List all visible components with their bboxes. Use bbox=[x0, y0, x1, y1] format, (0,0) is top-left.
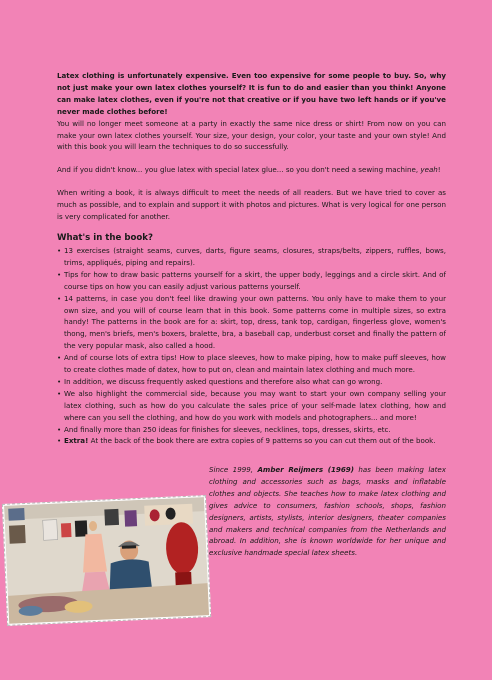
intro-lead: Latex clothing is unfortunately expensive. Even too expensive for some people to buy. So, why not just make your own latex clothes yourself? It is fun to do and easier than you think! Anyone can make latex clothes, even if you're not that creative or if you have two left hands or if you've never made clothes before! bbox=[57, 71, 446, 116]
list-item: • Tips for how to draw basic patterns yourself for a skirt, the upper body, leggings and a circle skirt. And of course tips on how you can easily adjust various patterns yourself. bbox=[57, 269, 446, 293]
list-item: • Extra! At the back of the book there are extra copies of 9 patterns so you can cut them out of the book. bbox=[57, 435, 446, 447]
list-item: • 13 exercises (straight seams, curves, darts, figure seams, closures, straps/belts, zippers, ruffles, bows, trims, appliqués, piping and repairs). bbox=[57, 245, 446, 269]
intro-paragraph-2: And if you didn't know... you glue latex with special latex glue... so you don't need a sewing machine, yeah! bbox=[57, 165, 441, 175]
list-item: • 14 patterns, in case you don't feel like drawing your own patterns. You only have to make them to your own size, and you will of course learn that in this book. Some patterns come in multiple sizes, so extra handy! The patterns in the book are for a: skirt, top, dress, tank top, cardigan, fingerless glove, women's thong, men's briefs, men's boxers, bralette, bra, a baseball cap, underbust corset and finally the pattern of the very popular mask, also called a hood. bbox=[57, 293, 446, 353]
author-photo bbox=[2, 495, 211, 626]
intro-paragraph-3: When writing a book, it is always difficult to meet the needs of all readers. But we have tried to cover as much as possible, and to explain and support it with photos and pictures. What is very logical for one person is very complicated for another. bbox=[57, 188, 446, 222]
intro-paragraph-1: You will no longer meet someone at a party in exactly the same nice dress or shirt! From now on you can make your own latex clothes yourself. Your size, your design, your color, your taste and your own style! And with this book you will learn the techniques to do so successfully. bbox=[57, 118, 446, 152]
section-heading: What's in the book? bbox=[57, 232, 154, 243]
workshop-illustration bbox=[4, 497, 209, 624]
back-cover-text bbox=[57, 70, 446, 447]
list-item: • We also highlight the commercial side, because you may want to start your own company selling your latex clothing, such as how do you calculate the sales price of your self-made latex clothing, how and where can you sell the clothing, and how do you work with models and photographers... and more! bbox=[57, 388, 446, 424]
author-bio: Since 1999, Amber Reijmers (1969) has been making latex clothing and accessories such as bags, masks and inflatable clothes and objects. She teaches how to make latex clothing and gives advice to consumers, fashion schools, shops, fashion designers, artists, stylists, interior designers, theater companies and makers and technical companies from the Netherlands and abroad. In addition, she is known worldwide for her unique and exclusive handmade special latex sheets. bbox=[209, 465, 446, 558]
list-item: • And finally more than 250 ideas for finishes for sleeves, necklines, tops, dresses, skirts, etc. bbox=[57, 424, 446, 436]
list-item: • And of course lots of extra tips! How to place sleeves, how to make piping, how to make puff sleeves, how to create clothes made of datex, how to put on, clean and maintain latex clothing and much more. bbox=[57, 352, 446, 376]
list-item: • In addition, we discuss frequently asked questions and therefore also what can go wrong. bbox=[57, 376, 446, 388]
contents-list bbox=[57, 245, 446, 447]
